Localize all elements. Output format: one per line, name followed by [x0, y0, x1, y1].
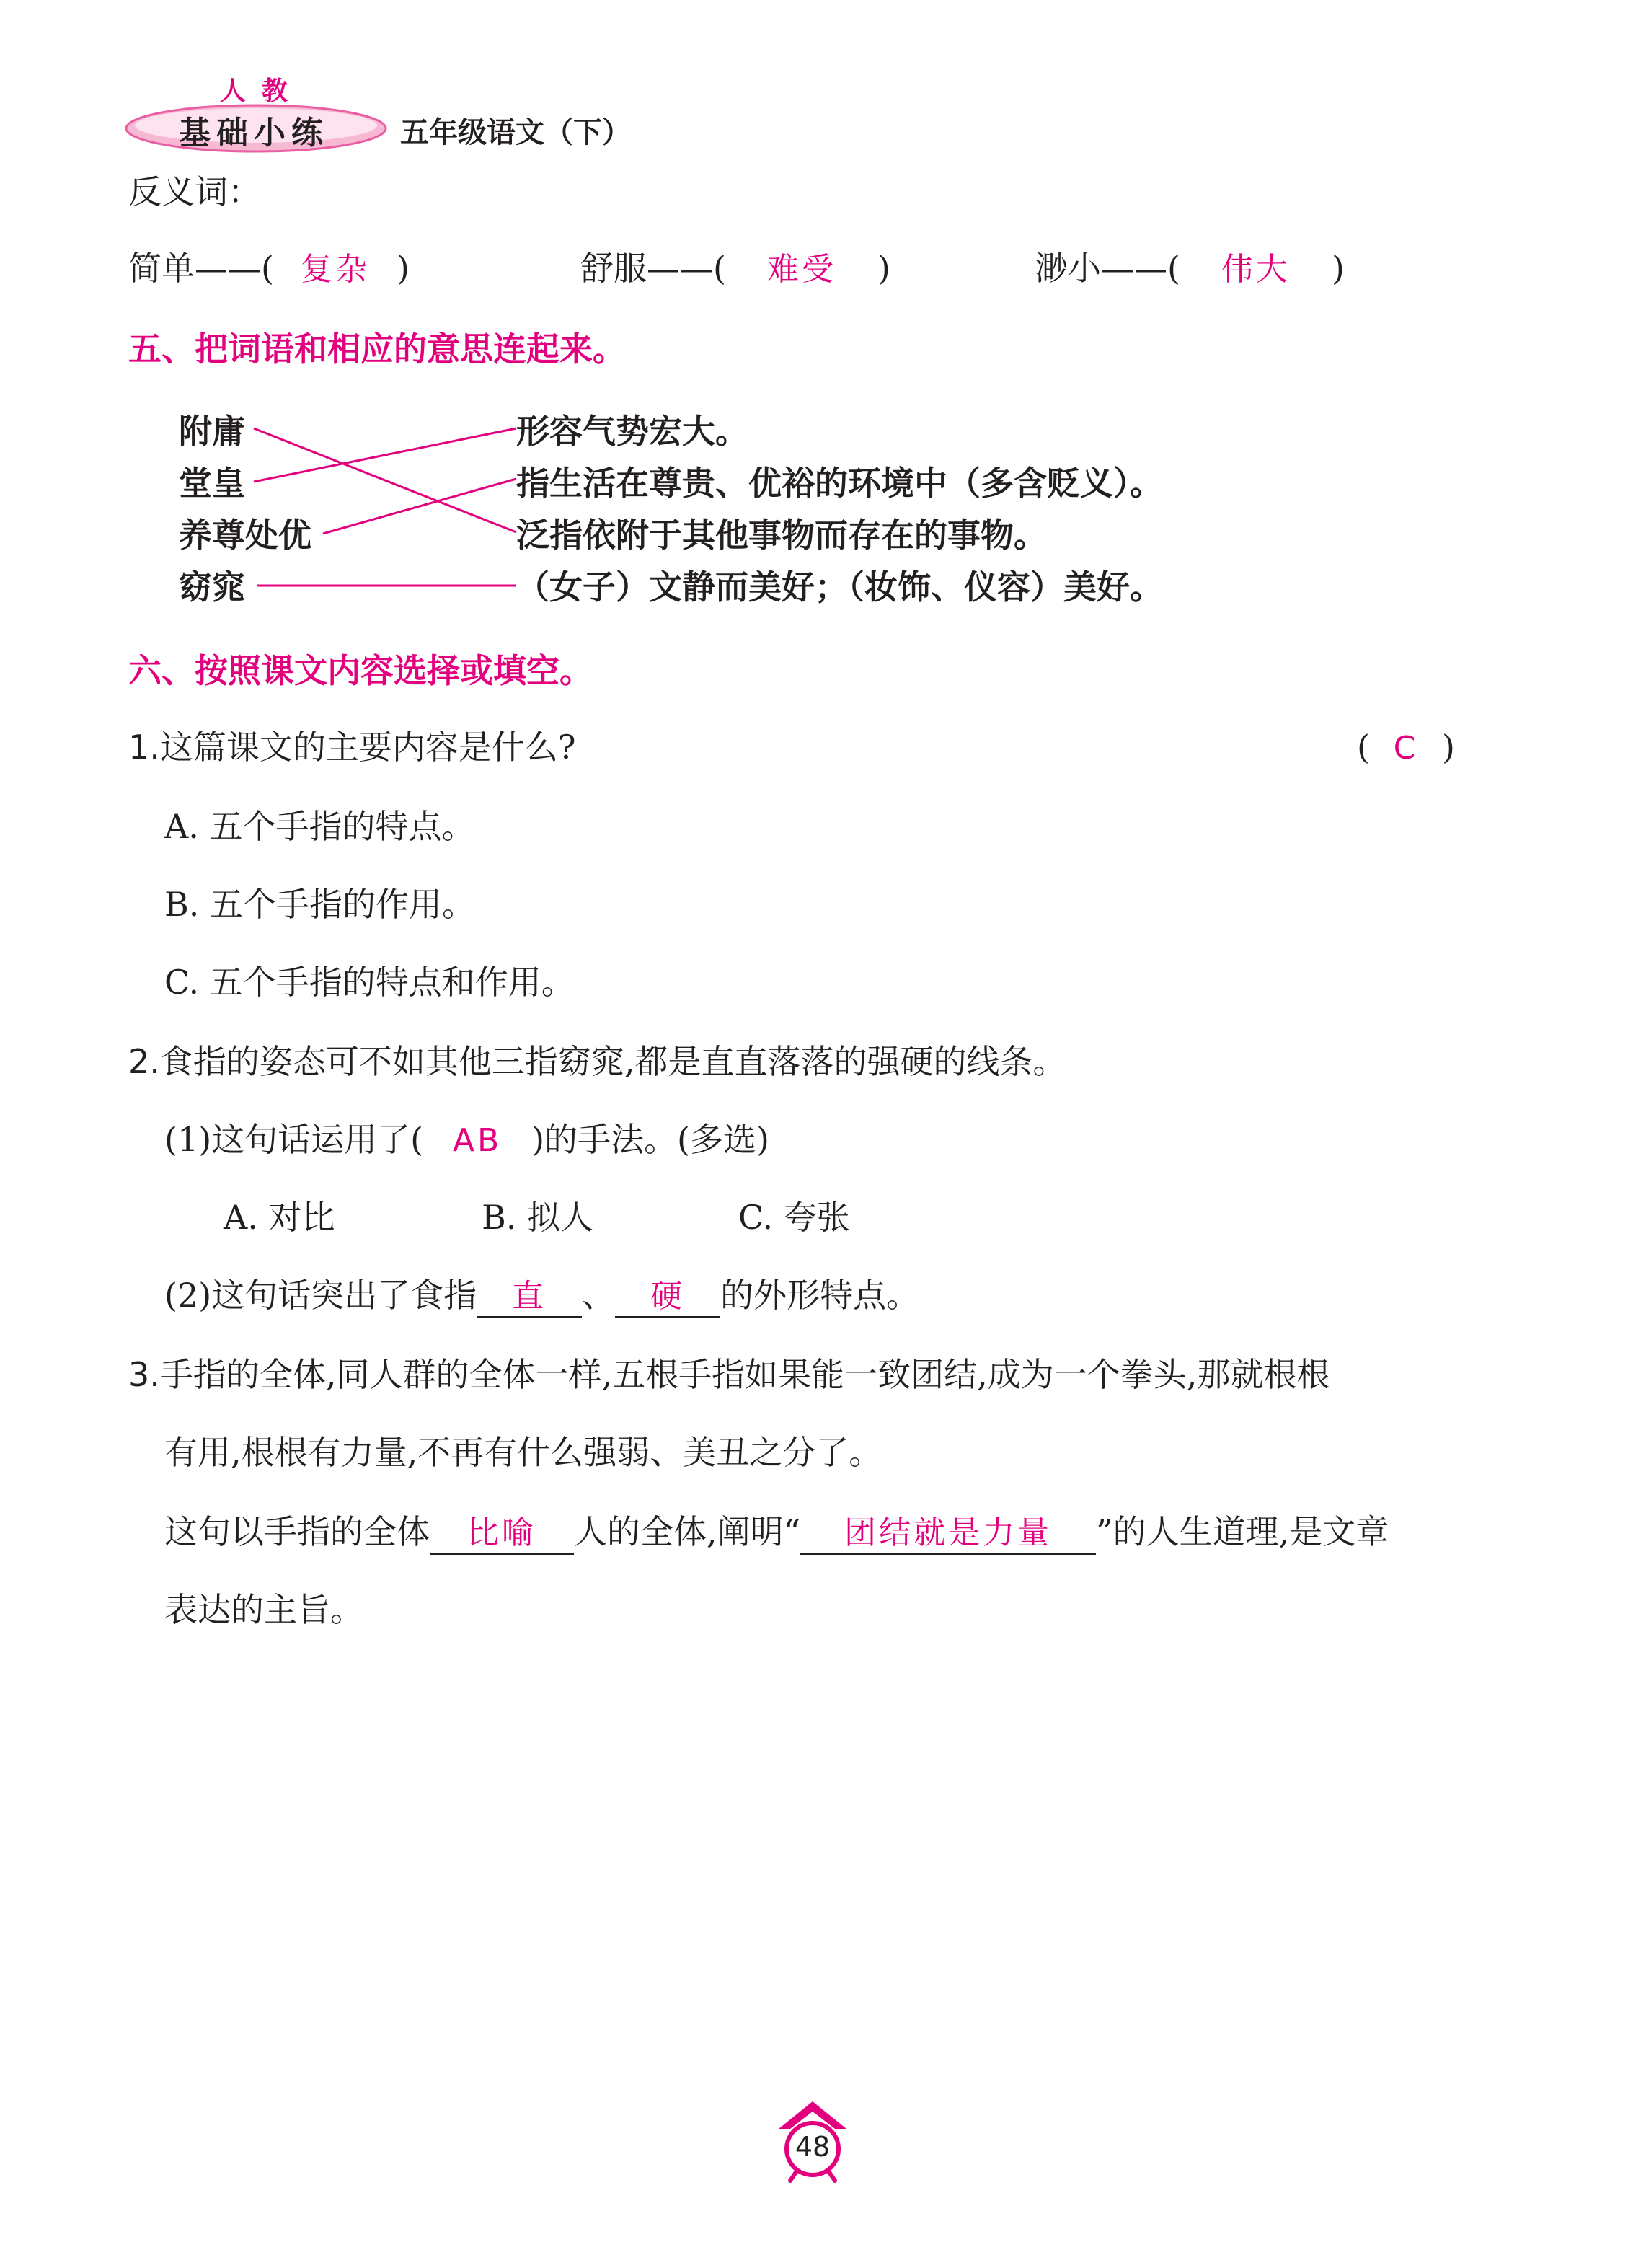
match-right-meaning: （女子）文静而美好；（妆饰、仪容）美好。: [516, 568, 1163, 606]
question-text: 食指的姿态可不如其他三指窈窕,都是直直落落的强硬的线条。: [159, 1042, 1066, 1081]
question-text: 手指的全体,同人群的全体一样,五根手指如果能一致团结,成为一个拳头,那就根根: [159, 1355, 1330, 1394]
header-subtitle: 五年级语文（下）: [400, 116, 631, 149]
question-2-sub1: [164, 1118, 769, 1162]
question-text: 这篇课文的主要内容是什么?: [159, 728, 576, 767]
sub2-prefix: (2)这句话突出了食指: [164, 1276, 477, 1315]
match-left-word: 堂皇: [179, 464, 245, 503]
line3-prefix: 这句以手指的全体: [164, 1512, 430, 1551]
match-line: [323, 479, 516, 534]
sub2-separator: 、: [582, 1276, 616, 1315]
question-2-sub2: [164, 1274, 919, 1318]
q3-answer-1: 比喻: [430, 1514, 574, 1555]
section5-title: 五、把词语和相应的意思连起来。: [128, 330, 626, 369]
antonyms-label: 反义词：: [128, 172, 261, 211]
q2-option-c: C. 夸张: [738, 1198, 850, 1237]
q2-option-a: A. 对比: [224, 1198, 335, 1237]
option-b: B. 五个手指的作用。: [164, 885, 476, 924]
sub1-prefix: (1)这句话运用了(: [164, 1120, 424, 1159]
antonym-word: 简单——(: [128, 249, 274, 288]
match-right-meaning: 指生活在尊贵、优裕的环境中（多含贬义）。: [516, 464, 1163, 503]
match-left-word: 养尊处优: [179, 516, 311, 555]
question-1-answer-box: [1357, 725, 1455, 770]
q2-option-b: B. 拟人: [482, 1198, 594, 1237]
match-left-word: 附庸: [179, 412, 245, 451]
sub2-suffix: 的外形特点。: [720, 1276, 920, 1315]
antonym-answer: 伟大: [1221, 251, 1291, 288]
match-left-word: 窈窕: [179, 568, 245, 606]
match-right-meaning: 泛指依附于其他事物而存在的事物。: [516, 516, 1047, 555]
question-2: [128, 1040, 1066, 1083]
paren-close: ): [1441, 728, 1455, 767]
antonym-answer: 复杂: [300, 251, 370, 288]
sub2-answer-1: 直: [477, 1277, 582, 1318]
line3-middle: 人的全体,阐明“: [574, 1512, 801, 1551]
question-3-line-1: [128, 1353, 1330, 1396]
antonym-word: 舒服——(: [580, 249, 726, 288]
section6-title: 六、按照课文内容选择或填空。: [128, 651, 593, 690]
sub1-suffix: )的手法。(多选): [531, 1120, 769, 1159]
antonym-close: ): [396, 249, 410, 288]
option-a: A. 五个手指的特点。: [164, 807, 475, 846]
sub2-answer-2: 硬: [615, 1277, 720, 1318]
question-number: 2.: [128, 1042, 160, 1081]
antonym-close: ): [1331, 249, 1345, 288]
q3-answer-2: 团结就是力量: [800, 1514, 1096, 1555]
sub1-answer: AB: [452, 1122, 503, 1159]
badge-top-text: 人教: [220, 76, 304, 106]
match-right-meaning: 形容气势宏大。: [516, 412, 748, 451]
question-3-line-3: [164, 1510, 1389, 1555]
option-c: C. 五个手指的特点和作用。: [164, 963, 575, 1002]
antonym-close: ): [877, 249, 890, 288]
question-3-line-4: 表达的主旨。: [164, 1590, 363, 1629]
paren-open: (: [1357, 728, 1370, 767]
badge-main-text: 基础小练: [179, 115, 329, 151]
match-line: [254, 428, 516, 482]
question-1-answer: C: [1393, 730, 1419, 767]
question-number: 3.: [128, 1355, 160, 1394]
antonym-answer: 难受: [766, 251, 836, 288]
question-number: 1.: [128, 728, 160, 767]
match-right-column: [516, 405, 1163, 613]
antonym-word: 渺小——(: [1035, 249, 1180, 288]
line3-suffix: ”的人生道理,是文章: [1096, 1512, 1389, 1551]
question-1: [128, 725, 576, 769]
question-3-line-2: 有用,根根有力量,不再有什么强弱、美丑之分了。: [164, 1433, 882, 1472]
page-number: 48: [795, 2131, 831, 2163]
